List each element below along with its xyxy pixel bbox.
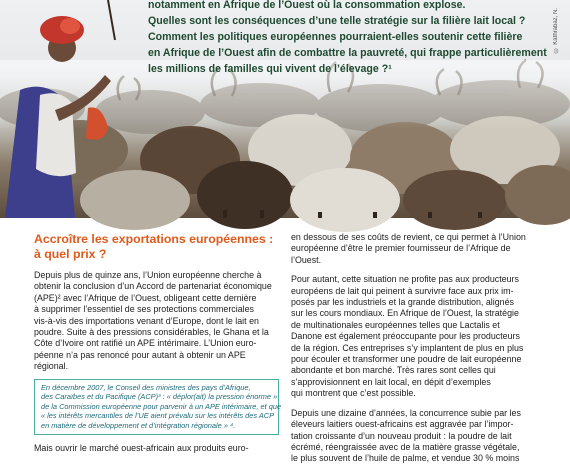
photo-caption xyxy=(148,0,548,77)
text-line: obtenir la conclusion d’un Accord de partenariat économique xyxy=(34,281,272,292)
text-line: abondante et bon marché. Très rares sont celles qui xyxy=(291,365,496,376)
text-line: posés par les industriels et la grande distribution, alignés xyxy=(291,297,514,308)
caption-line: en Afrique de l’Ouest afin de combattre la pauvreté, qui frappe particulièrement xyxy=(148,47,547,59)
text-line: éleveurs laitiers ouest-africains est aggravée par l’impor- xyxy=(291,419,514,430)
text-line: vis-à-vis des importations venant d’Europe, dont le lait en xyxy=(34,315,259,326)
text-line: le plus souvent de l’huile de palme, et vendue 30 % moins xyxy=(291,453,520,464)
text-line: européens de lait qui peinent à survivre face aux prix im- xyxy=(291,285,514,296)
text-line: de la région. Ces entreprises s’y implantent de plus en plus xyxy=(291,342,524,353)
caption-line: Comment les politiques européennes pourraient-elles soutenir cette filière xyxy=(148,31,523,43)
text-line: s’approvisionnent en lait local, en dépit d’exemples xyxy=(291,376,491,387)
text-line: Côte d’Ivoire ont ratifié un APE intérimaire. L’Union euro- xyxy=(34,338,257,349)
text-line: sur les cours mondiaux. En Afrique de l’Ouest, la stratégie xyxy=(291,308,519,319)
photo-credit: © Kathrabaz, N. xyxy=(553,8,559,53)
text-line: à supprimer l’essentiel de ses protections commerciales xyxy=(34,304,254,315)
quote-line: des Caraïbes et du Pacifique (ACP)³ : « déplor(ait) la pression énorme » xyxy=(41,392,278,402)
paragraph xyxy=(34,443,279,454)
heading-line: Accroître les exportations européennes : xyxy=(34,232,274,246)
text-line: l’Ouest. xyxy=(291,254,322,265)
section-heading xyxy=(34,232,279,262)
text-line: tation croissante d’un nouveau produit : la poudre de lait xyxy=(291,430,512,441)
paragraph xyxy=(34,270,279,373)
left-column xyxy=(34,232,282,460)
caption-line: notamment en Afrique de l’Ouest où la consommation explose. xyxy=(148,0,466,11)
paragraph xyxy=(291,232,542,266)
quote-line: En décembre 2007, le Conseil des ministres des pays d’Afrique, xyxy=(41,382,251,392)
text-line: qui montrent que c’est possible. xyxy=(291,388,416,399)
quote-line: en matière de développement et d’intégration régionale » ⁴. xyxy=(41,421,236,431)
paragraph xyxy=(291,408,542,465)
text-line: écrémé, réengraissée avec de la matière grasse végétale, xyxy=(291,441,520,452)
caption-line: Quelles sont les conséquences d’une telle stratégie sur la filière lait local ? xyxy=(148,15,526,27)
quote-box xyxy=(34,379,282,435)
text-line: (APE)² avec l’Afrique de l’Ouest, obligeant cette dernière xyxy=(34,292,257,303)
heading-line: à quel prix ? xyxy=(34,247,107,261)
text-line: en dessous de ses coûts de revient, ce qui permet à l’Union xyxy=(291,232,526,242)
caption-line: les millions de familles qui vivent de l’élevage ?¹ xyxy=(148,63,392,75)
text-line: régional. xyxy=(34,361,69,372)
paragraph xyxy=(291,274,542,399)
text-line: européenne d’être le premier fournisseur de l’Afrique de xyxy=(291,243,511,254)
text-line: Pour autant, cette situation ne profite pas aux producteurs xyxy=(291,274,519,285)
quote-line: « les intérêts mercantiles de l’UE aient prévalu sur les intérêts des ACP xyxy=(41,411,275,421)
right-column xyxy=(291,232,542,471)
text-line: Mais ouvrir le marché ouest-africain aux produits euro- xyxy=(34,442,249,453)
text-line: pour écouler et transformer une poudre de lait européenne xyxy=(291,354,522,365)
text-line: Depuis une dizaine d’années, la concurrence subie par les xyxy=(291,407,521,418)
text-line: Danone est également préoccupante pour les producteurs xyxy=(291,331,520,342)
cattle-herd-photo xyxy=(0,0,570,218)
text-line: poudre. Suite à des pressions considérables, le Ghana et la xyxy=(34,327,269,338)
quote-line: de la Commission européenne pour parvenir à un APE intérimaire, et que xyxy=(41,401,282,411)
text-line: Depuis plus de quinze ans, l’Union européenne cherche à xyxy=(34,270,262,280)
text-line: de multinationales européennes telles que Lactalis et xyxy=(291,319,500,330)
text-line: péenne n’a pas renoncé pour autant à obtenir un APE xyxy=(34,349,246,360)
